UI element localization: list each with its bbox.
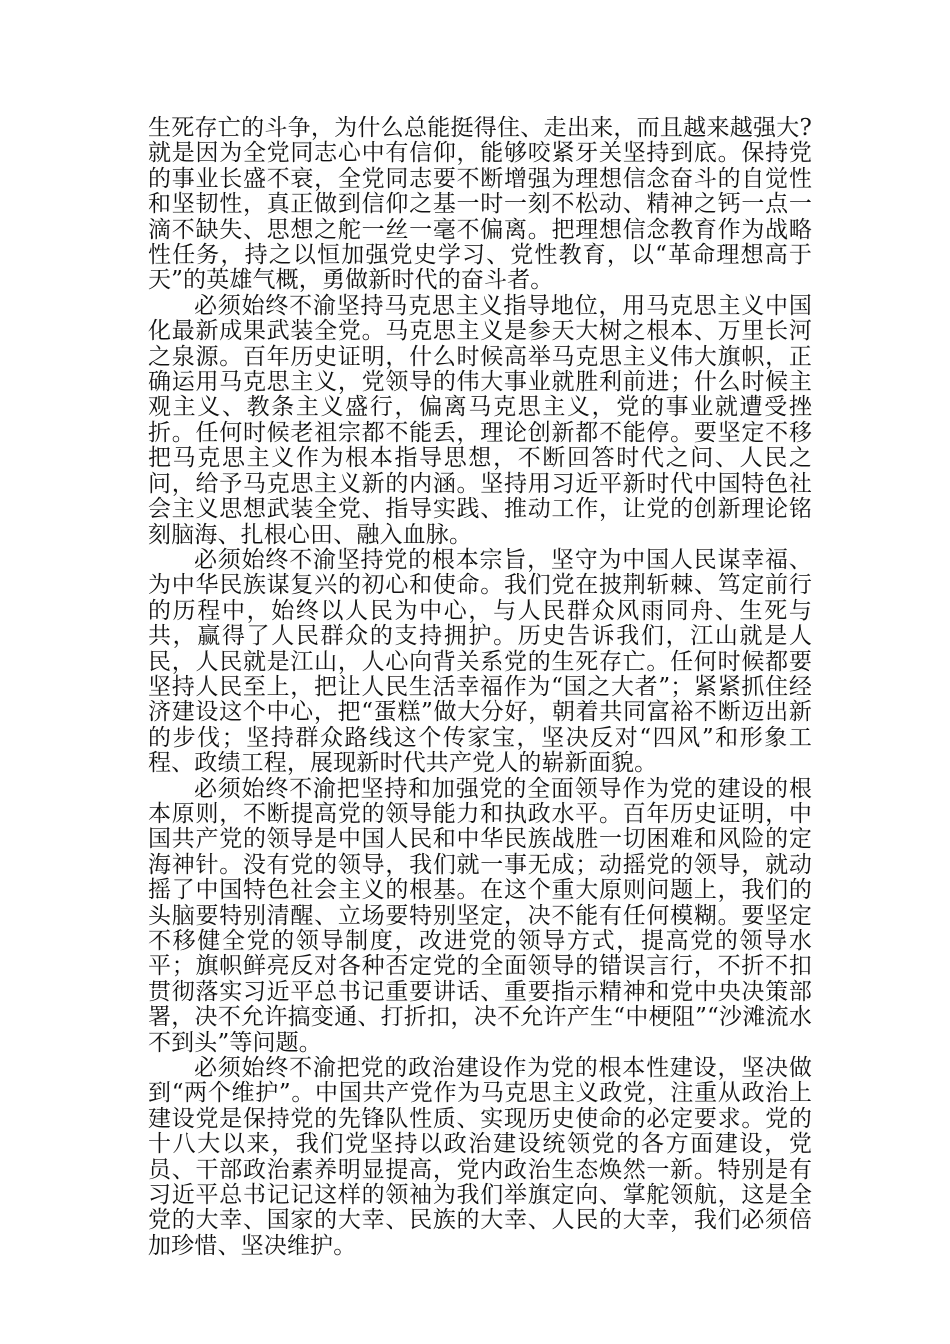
document-body	[148, 116, 812, 1259]
paragraph-3: 必须始终不渝坚持党的根本宗旨，坚守为中国人民谋幸福、为中华民族谋复兴的初心和使命。我们党在披荆斩棘、笃定前行的历程中，始终以人民为中心，与人民群众风雨同舟、生死与共，赢得了人民群众的支持拥护。历史告诉我们，江山就是人民，人民就是江山，人心向背关系党的生死存亡。任何时候都要坚持人民至上，把让人民生活幸福作为“国之大者”；紧紧抓住经济建设这个中心，把“蛋糕”做大分好，朝着共同富裕不断迈出新的步伐；坚持群众路线这个传家宝，坚决反对“四风”和形象工程、政绩工程，展现新时代共产党人的崭新面貌。	[148, 546, 812, 777]
paragraph-4: 必须始终不渝把坚持和加强党的全面领导作为党的建设的根本原则，不断提高党的领导能力和执政水平。百年历史证明，中国共产党的领导是中国人民和中华民族战胜一切困难和风险的定海神针。没有党的领导，我们就一事无成；动摇党的领导，就动摇了中国特色社会主义的根基。在这个重大原则问题上，我们的头脑要特别清醒、立场要特别坚定，决不能有任何模糊。要坚定不移健全党的领导制度，改进党的领导方式，提高党的领导水平；旗帜鲜亮反对各种否定党的全面领导的错误言行，不折不扣贯彻落实习近平总书记重要讲话、重要指示精神和党中央决策部署，决不允许搞变通、打折扣，决不允许产生“中梗阻”“沙滩流水不到头”等问题。	[148, 775, 812, 1056]
paragraph-1: 生死存亡的斗争，为什么总能挺得住、走出来，而且越来越强大?就是因为全党同志心中有信仰，能够咬紧牙关坚持到底。保持党的事业长盛不衰，全党同志要不断增强为理想信念奋斗的自觉性和坚韧性，真正做到信仰之基一时一刻不松动、精神之钙一点一滴不缺失、思想之舵一丝一毫不偏离。把理想信念教育作为战略性任务，持之以恒加强党史学习、党性教育，以“革命理想高于天”的英雄气概，勇做新时代的奋斗者。	[148, 115, 812, 294]
paragraph-2: 必须始终不渝坚持马克思主义指导地位，用马克思主义中国化最新成果武装全党。马克思主义是参天大树之根本、万里长河之泉源。百年历史证明，什么时候高举马克思主义伟大旗帜，正确运用马克思主义，党领导的伟大事业就胜利前进；什么时候主观主义、教条主义盛行，偏离马克思主义，党的事业就遭受挫折。任何时候老祖宗都不能丢，理论创新都不能停。要坚定不移把马克思主义作为根本指导思想，不断回答时代之问、人民之问，给予马克思主义新的内涵。坚持用习近平新时代中国特色社会主义思想武装全党、指导实践、推动工作，让党的创新理论铭刻脑海、扎根心田、融入血脉。	[148, 292, 812, 548]
paragraph-5: 必须始终不渝把党的政治建设作为党的根本性建设，坚决做到“两个维护”。中国共产党作为马克思主义政党，注重从政治上建设党是保持党的先锋队性质、实现历史使命的必定要求。党的十八大以来，我们党坚持以政治建设统领党的各方面建设，党员、干部政治素养明显提高，党内政治生态焕然一新。特别是有习近平总书记记这样的领袖为我们举旗定向、掌舵领航，这是全党的大幸、国家的大幸、民族的大幸、人民的大幸，我们必须倍加珍惜、坚决维护。	[148, 1055, 812, 1259]
